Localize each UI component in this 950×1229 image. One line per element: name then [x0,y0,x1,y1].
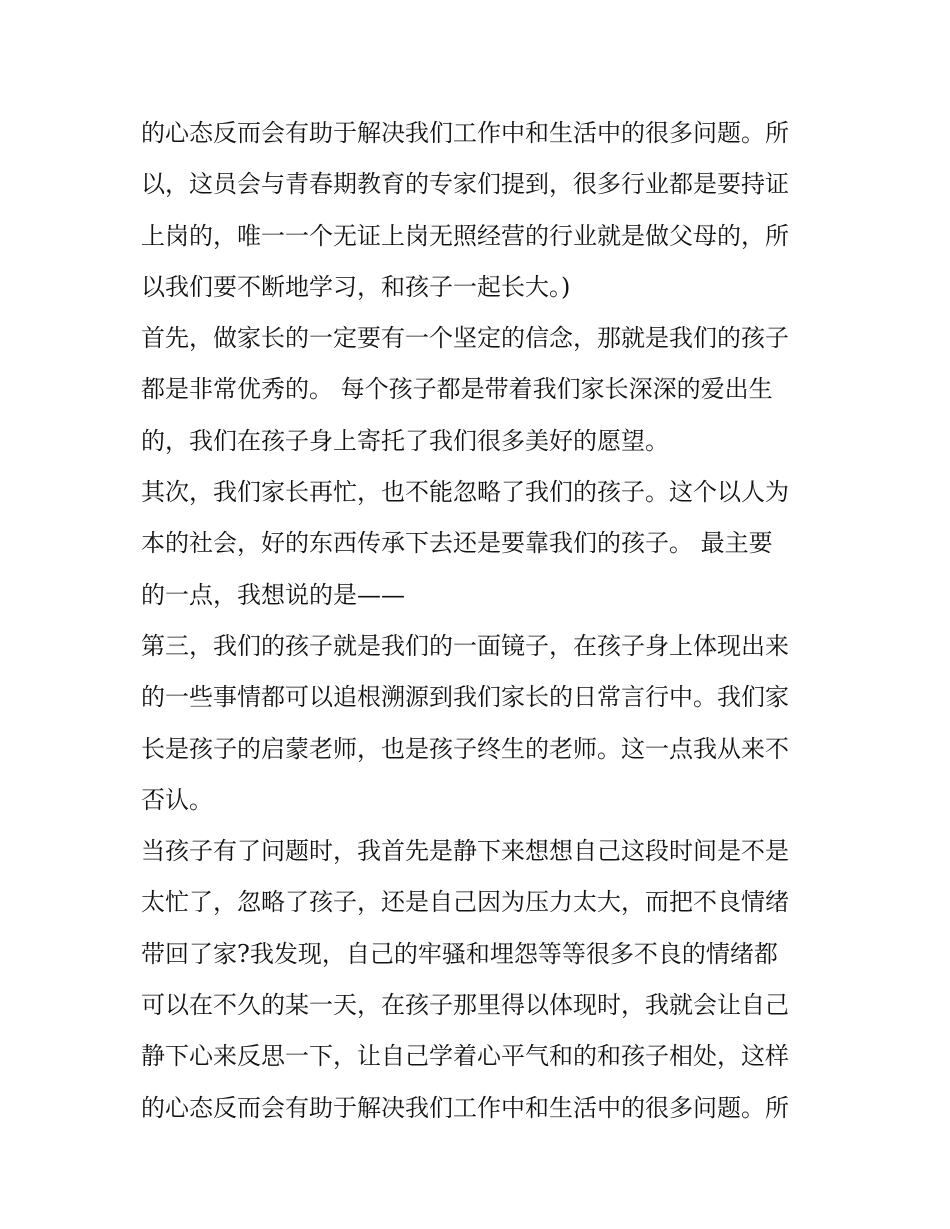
text-line: 首先，做家长的一定要有一个坚定的信念，那就是我们的孩子 [141,324,789,353]
text-line: 的一些事情都可以追根溯源到我们家长的日常言行中。我们家 [141,683,789,712]
text-line: 的心态反而会有助于解决我们工作中和生活中的很多问题。所 [141,1093,789,1122]
text-line: 本的社会，好的东西传承下去还是要靠我们的孩子。 最主要 [141,529,773,558]
text-line: 可以在不久的某一天，在孩子那里得以体现时，我就会让自己 [141,991,789,1020]
text-line: 太忙了，忽略了孩子，还是自己因为压力太大，而把不良情绪 [141,888,789,917]
text-line: 以，这员会与青春期教育的专家们提到，很多行业都是要持证 [141,170,789,199]
text-line: 带回了家?我发现，自己的牢骚和埋怨等等很多不良的情绪都 [141,939,778,968]
text-line: 当孩子有了问题时，我首先是静下来想想自己这段时间是不是 [141,837,789,866]
text-line: 否认。 [141,785,213,814]
text-line: 上岗的，唯一一个无证上岗无照经营的行业就是做父母的，所 [141,221,789,250]
text-line: 以我们要不断地学习，和孩子一起长大。) [141,272,571,301]
text-line: 的心态反而会有助于解决我们工作中和生活中的很多问题。所 [141,119,789,147]
text-line: 的一点，我想说的是—— [141,580,405,609]
text-line: 长是孩子的启蒙老师，也是孩子终生的老师。这一点我从来不 [141,734,789,763]
text-line: 都是非常优秀的。 每个孩子都是带着我们家长深深的爱出生 [141,375,773,404]
text-line: 的，我们在孩子身上寄托了我们很多美好的愿望。 [141,426,669,455]
document-body [141,108,821,1134]
text-line: 第三，我们的孩子就是我们的一面镜子，在孩子身上体现出来 [141,631,789,660]
text-line: 其次，我们家长再忙，也不能忽略了我们的孩子。这个以人为 [141,478,789,507]
text-line: 静下心来反思一下，让自己学着心平气和的和孩子相处，这样 [141,1042,789,1071]
